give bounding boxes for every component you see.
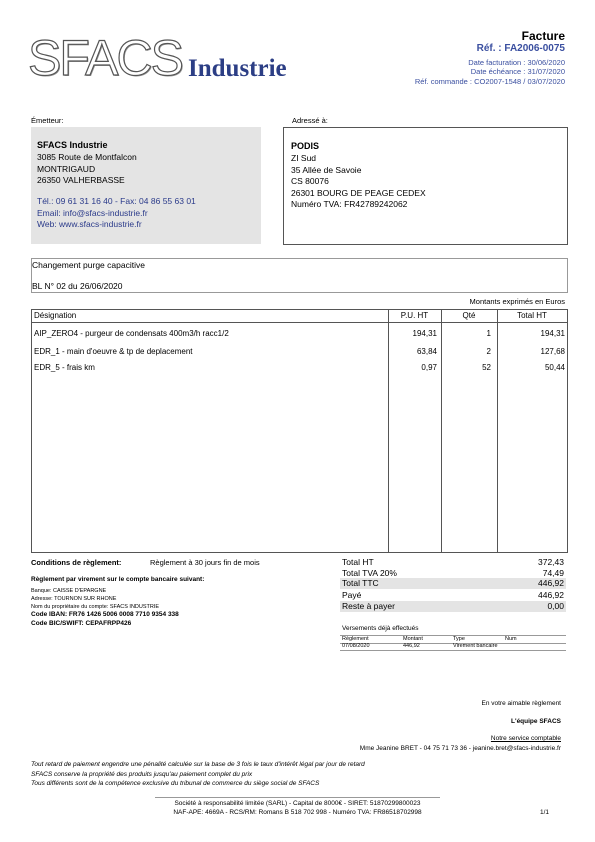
total-value: 74,49 <box>542 568 564 578</box>
footer-registration: NAF-APE: 4669A - RCS/RM: Romans B 518 702 998 - Numéro TVA: FR86518702998 <box>173 809 422 816</box>
recipient-address <box>291 153 426 211</box>
ownership-note: SFACS conserve la propriété des produits jusqu'au paiement complet du prix <box>31 771 253 778</box>
row-quantity: 1 <box>486 329 491 338</box>
emitter-label: Émetteur: <box>31 116 64 125</box>
logo-subtitle: Industrie <box>188 55 287 82</box>
address-line: 3085 Route de Montfalcon <box>37 152 137 162</box>
paid-row <box>340 590 566 601</box>
address-line: ZI Sud <box>291 153 317 163</box>
footer-divider <box>155 797 440 798</box>
row-quantity: 52 <box>482 363 491 372</box>
remaining-row <box>340 601 566 612</box>
payments-header-amount: Montant <box>403 636 423 642</box>
total-label: Total TVA 20% <box>342 568 397 578</box>
row-quantity: 2 <box>486 347 491 356</box>
row-unit-price: 194,31 <box>412 329 437 338</box>
row-unit-price: 0,97 <box>421 363 437 372</box>
emitter-web[interactable]: Web: www.sfacs-industrie.fr <box>37 219 142 230</box>
total-value: 446,92 <box>538 590 564 600</box>
delivery-note: BL N° 02 du 26/06/2020 <box>32 281 123 291</box>
header-unit-price: P.U. HT <box>400 311 429 320</box>
payments-title: Versements déjà effectués <box>342 625 419 632</box>
row-total: 194,31 <box>540 329 565 338</box>
iban: Code IBAN: FR76 1426 5006 0008 7710 9354 338 <box>31 611 179 618</box>
emitter-phone: Tél.: 09 61 31 16 40 - Fax: 04 86 55 63 01 <box>37 196 196 206</box>
total-label: Reste à payer <box>342 601 395 611</box>
header-total: Total HT <box>517 311 547 320</box>
total-ht-row <box>340 557 566 568</box>
logo-wordmark: SFACS <box>28 30 182 86</box>
invoice-object-box <box>31 258 568 293</box>
header-quantity: Qté <box>462 311 476 320</box>
header-designation: Désignation <box>34 311 77 320</box>
row-designation: EDR_1 - main d'oeuvre & tp de deplacement <box>34 347 193 356</box>
late-payment-note: Tout retard de paiement engendre une pénalité calculée sur la base de 3 fois le taux d'intérêt légal par jour de retard <box>31 761 365 768</box>
payments-header-num: Num <box>505 636 517 642</box>
invoice-lines-table <box>31 309 568 553</box>
bank-name: Banque: CAISSE D'EPARGNE <box>31 588 107 594</box>
payment-amount: 446,92 <box>403 643 420 649</box>
emitter-address <box>37 152 137 187</box>
row-total: 127,68 <box>540 347 565 356</box>
recipient-label: Adressé à: <box>292 116 328 125</box>
recipient-box <box>283 127 568 245</box>
object-title: Changement purge capacitive <box>32 260 145 270</box>
payment-terms-label: Conditions de règlement: <box>31 558 122 567</box>
total-value: 446,92 <box>538 578 564 588</box>
footer-company-info: Société à responsabilité limitée (SARL) - Capital de 8000€ - SIRET: 51870299800023 <box>174 800 421 807</box>
total-label: Total TTC <box>342 578 379 588</box>
total-label: Total HT <box>342 557 374 567</box>
jurisdiction-note: Tous différents sont de la compétence exclusive du tribunal de commerce du siège social de SFACS <box>31 780 320 787</box>
address-line: MONTRIGAUD <box>37 163 96 174</box>
invoice-reference: Réf. : FA2006-0075 <box>476 43 565 54</box>
document-title: Facture <box>521 29 565 43</box>
page-number: 1/1 <box>539 809 549 816</box>
accounting-contact: Mme Jeanine BRET - 04 75 71 73 36 - jeanine.bret@sfacs-industrie.fr <box>359 745 561 752</box>
account-owner: Nom du propriétaire du compte: SFACS INDUSTRIE <box>31 604 160 610</box>
payments-header-type: Type <box>453 636 465 642</box>
payments-header-date: Règlement <box>342 636 369 642</box>
closing-greeting: En votre aimable règlement <box>481 700 561 707</box>
payment-terms-value: Règlement à 30 jours fin de mois <box>150 558 260 567</box>
accounting-service: Notre service comptable <box>490 735 561 742</box>
row-designation: AIP_ZERO4 - purgeur de condensats 400m3/h racc1/2 <box>34 329 229 338</box>
total-ttc-row <box>340 578 566 589</box>
total-value: 0,00 <box>547 601 564 611</box>
payments-table <box>340 635 566 651</box>
invoice-date: Date facturation : 30/06/2020 <box>468 58 565 67</box>
order-reference: Réf. commande : CO2007-1548 / 03/07/2020 <box>414 77 565 86</box>
address-line: CS 80076 <box>291 176 329 187</box>
total-value: 372,43 <box>538 557 564 567</box>
payment-date: 07/08/2020 <box>342 643 370 649</box>
address-line: 26350 VALHERBASSE <box>37 175 125 186</box>
company-logo <box>28 30 318 88</box>
table-row <box>340 643 566 651</box>
due-date: Date échéance : 31/07/2020 <box>470 67 565 76</box>
bic-swift: Code BIC/SWIFT: CEPAFRPP426 <box>31 620 132 627</box>
closing-team: L'équipe SFACS <box>511 718 561 725</box>
emitter-name: SFACS Industrie <box>37 140 108 150</box>
transfer-title: Règlement par virement sur le compte bancaire suivant: <box>31 576 205 583</box>
row-total: 50,44 <box>544 363 565 372</box>
row-designation: EDR_5 - frais km <box>34 363 95 372</box>
emitter-contact <box>37 196 196 231</box>
emitter-box <box>31 127 261 244</box>
emitter-email[interactable]: Email: info@sfacs-industrie.fr <box>37 207 148 218</box>
recipient-name: PODIS <box>291 141 320 151</box>
currency-note: Montants exprimés en Euros <box>469 297 565 306</box>
total-label: Payé <box>342 590 362 600</box>
address-line: 35 Allée de Savoie <box>291 164 362 175</box>
address-line: 26301 BOURG DE PEAGE CEDEX <box>291 187 426 198</box>
bank-address: Adresse: TOURNON SUR RHONE <box>31 596 117 602</box>
recipient-vat: Numéro TVA: FR42789242062 <box>291 199 408 210</box>
payment-type: Virement bancaire <box>453 643 498 649</box>
row-unit-price: 63,84 <box>416 347 437 356</box>
